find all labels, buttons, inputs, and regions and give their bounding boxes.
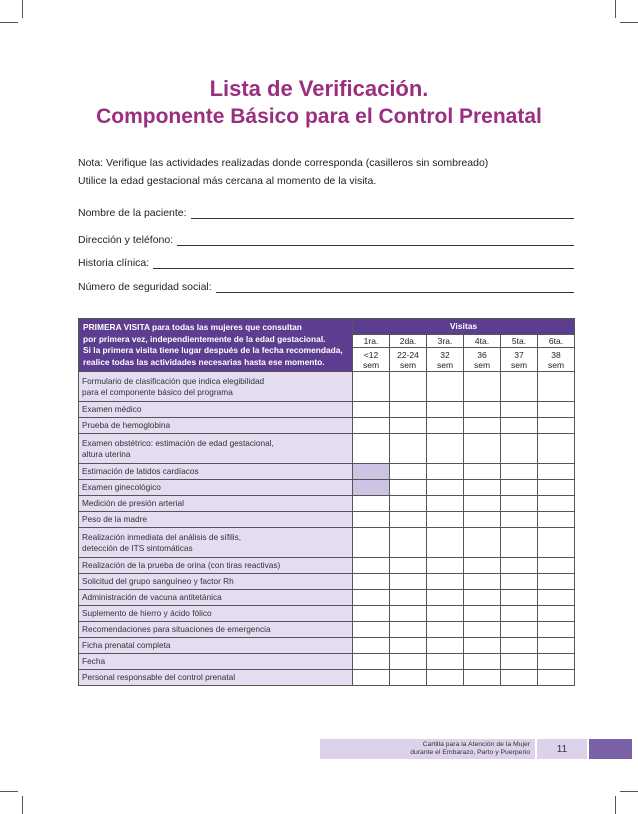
check-cell[interactable] (538, 418, 575, 434)
check-cell[interactable] (353, 512, 390, 528)
table-row (79, 402, 575, 418)
activity-line: Examen obstétrico: estimación de edad gestacional, (82, 437, 274, 448)
activity-label (79, 590, 353, 606)
check-cell[interactable] (464, 402, 501, 418)
activity-line: Examen ginecológico (82, 482, 161, 492)
check-cell[interactable] (464, 464, 501, 480)
check-cell[interactable] (464, 558, 501, 574)
table-row (79, 574, 575, 590)
activity-line: Realización inmediata del análisis de sífilis, (82, 531, 242, 542)
visit-weeks (390, 348, 427, 372)
table-row (79, 496, 575, 512)
visit-weeks-value: <12 (363, 349, 379, 360)
address-phone-field[interactable] (78, 230, 574, 246)
visit-weeks-value: 38 (551, 349, 561, 360)
check-cell[interactable] (538, 622, 575, 638)
check-cell[interactable] (390, 574, 427, 590)
activity-label (79, 654, 353, 670)
footer-publication (320, 741, 530, 757)
visit-weeks-unit: sem (436, 359, 454, 370)
check-cell[interactable] (390, 496, 427, 512)
activity-line: Suplemento de hierro y ácido fólico (82, 608, 212, 618)
crop-mark (22, 0, 23, 18)
check-cell[interactable] (538, 558, 575, 574)
check-cell[interactable] (427, 496, 464, 512)
activity-line: Peso de la madre (82, 514, 148, 524)
check-cell[interactable] (390, 590, 427, 606)
activity-label (79, 558, 353, 574)
activity-label (79, 434, 353, 464)
activity-line: Ficha prenatal completa (82, 640, 171, 650)
check-cell[interactable] (427, 434, 464, 464)
check-cell[interactable] (538, 480, 575, 496)
activity-label (79, 496, 353, 512)
check-cell[interactable] (427, 418, 464, 434)
check-cell[interactable] (538, 496, 575, 512)
check-cell[interactable] (427, 528, 464, 558)
visit-number: 6ta. (538, 334, 575, 348)
note-line: Nota: Verifique las actividades realizadas donde corresponda (casilleros sin sombreado) (78, 157, 489, 169)
crop-mark (615, 0, 616, 18)
check-cell[interactable] (538, 434, 575, 464)
field-line (191, 207, 574, 219)
header-line: realice todas las actividades necesarias hasta ese momento. (83, 356, 325, 367)
table-row (79, 372, 575, 402)
check-cell[interactable] (538, 512, 575, 528)
visit-number: 3ra. (427, 334, 464, 348)
check-cell[interactable] (353, 606, 390, 622)
check-cell[interactable] (538, 372, 575, 402)
check-cell[interactable] (390, 670, 427, 686)
table-row (79, 590, 575, 606)
first-visit-header (79, 319, 353, 372)
check-cell[interactable] (427, 622, 464, 638)
activity-line: Fecha (82, 656, 106, 666)
check-cell[interactable] (464, 670, 501, 686)
check-cell[interactable] (464, 574, 501, 590)
activity-line: Realización de la prueba de orina (con tiras reactivas) (82, 560, 281, 570)
visit-weeks (353, 348, 390, 372)
clinical-history-field[interactable] (78, 253, 574, 269)
check-cell[interactable] (538, 574, 575, 590)
table-row (79, 434, 575, 464)
activity-label (79, 670, 353, 686)
activity-line: detección de ITS sintomáticas (82, 542, 193, 553)
check-cell[interactable] (390, 654, 427, 670)
header-line: Si la primera visita tiene lugar después de la fecha recomendada, (83, 345, 343, 355)
activity-label (79, 418, 353, 434)
check-cell[interactable] (353, 590, 390, 606)
check-cell[interactable] (501, 372, 538, 402)
check-cell[interactable] (390, 512, 427, 528)
check-cell[interactable] (427, 654, 464, 670)
activity-label (79, 480, 353, 496)
visit-weeks-unit: sem (362, 359, 380, 370)
visit-weeks (538, 348, 575, 372)
check-cell[interactable] (538, 638, 575, 654)
visit-weeks-value: 36 (477, 349, 487, 360)
activity-line: Estimación de latidos cardíacos (82, 466, 199, 476)
check-cell[interactable] (501, 496, 538, 512)
activity-line: Personal responsable del control prenatal (82, 672, 236, 682)
check-cell[interactable] (501, 670, 538, 686)
check-cell[interactable] (464, 512, 501, 528)
activity-label (79, 622, 353, 638)
activity-label (79, 574, 353, 590)
activity-line: Examen médico (82, 404, 142, 414)
check-cell[interactable] (464, 372, 501, 402)
check-cell[interactable] (427, 574, 464, 590)
check-cell[interactable] (464, 418, 501, 434)
patient-name-field[interactable] (78, 203, 574, 219)
table-row (79, 622, 575, 638)
table-row (79, 464, 575, 480)
page-title: Lista de Verificación. (209, 76, 429, 101)
check-cell[interactable] (501, 558, 538, 574)
check-cell[interactable] (390, 372, 427, 402)
check-cell[interactable] (501, 606, 538, 622)
activity-line: altura uterina (82, 448, 131, 459)
visit-weeks (427, 348, 464, 372)
check-cell[interactable] (538, 528, 575, 558)
activity-label (79, 512, 353, 528)
visit-weeks-value: 37 (514, 349, 524, 360)
check-cell[interactable] (538, 670, 575, 686)
activity-line: Recomendaciones para situaciones de emergencia (82, 624, 271, 634)
table-row (79, 528, 575, 558)
visit-weeks-unit: sem (473, 359, 491, 370)
check-cell[interactable] (353, 558, 390, 574)
check-cell[interactable] (427, 480, 464, 496)
field-label: Número de seguridad social: (78, 281, 212, 293)
visit-number: 2da. (390, 334, 427, 348)
visit-number: 5ta. (501, 334, 538, 348)
check-cell[interactable] (427, 464, 464, 480)
activity-line: Solicitud del grupo sanguíneo y factor Rh (82, 576, 234, 586)
check-cell[interactable] (427, 558, 464, 574)
check-cell[interactable] (390, 638, 427, 654)
check-cell[interactable] (501, 418, 538, 434)
activity-label (79, 528, 353, 558)
field-line (153, 257, 574, 269)
activity-label (79, 402, 353, 418)
visit-weeks-unit: sem (547, 359, 565, 370)
check-cell[interactable] (353, 638, 390, 654)
check-cell[interactable] (390, 402, 427, 418)
check-cell[interactable] (538, 464, 575, 480)
check-cell[interactable] (464, 654, 501, 670)
check-cell[interactable] (538, 654, 575, 670)
table-row (79, 670, 575, 686)
crop-mark (615, 796, 616, 814)
field-label: Dirección y teléfono: (78, 234, 174, 246)
check-cell[interactable] (427, 512, 464, 528)
checklist-table (78, 318, 575, 686)
check-cell[interactable] (353, 418, 390, 434)
check-cell[interactable] (390, 418, 427, 434)
check-cell[interactable] (501, 480, 538, 496)
check-cell[interactable] (464, 528, 501, 558)
activity-line: para el componente básico del programa (82, 386, 233, 397)
check-cell[interactable] (353, 402, 390, 418)
note-line: Utilice la edad gestacional más cercana al momento de la visita. (78, 175, 377, 187)
check-cell[interactable] (427, 402, 464, 418)
shaded-cell (353, 464, 390, 480)
check-cell[interactable] (390, 480, 427, 496)
crop-mark (620, 22, 638, 23)
table-row (79, 558, 575, 574)
activity-label (79, 638, 353, 654)
check-cell[interactable] (353, 372, 390, 402)
check-cell[interactable] (501, 512, 538, 528)
table-row (79, 654, 575, 670)
check-cell[interactable] (501, 528, 538, 558)
check-cell[interactable] (390, 434, 427, 464)
check-cell[interactable] (390, 606, 427, 622)
check-cell[interactable] (501, 638, 538, 654)
check-cell[interactable] (501, 574, 538, 590)
visit-number: 4ta. (464, 334, 501, 348)
check-cell[interactable] (353, 496, 390, 512)
check-cell[interactable] (538, 402, 575, 418)
check-cell[interactable] (353, 434, 390, 464)
crop-mark (22, 796, 23, 814)
page-number: 11 (537, 739, 587, 759)
check-cell[interactable] (390, 558, 427, 574)
page-subtitle: Componente Básico para el Control Prenatal (96, 105, 542, 128)
table-row (79, 512, 575, 528)
visit-weeks (501, 348, 538, 372)
table-row (79, 418, 575, 434)
check-cell[interactable] (353, 622, 390, 638)
check-cell[interactable] (427, 670, 464, 686)
check-cell[interactable] (501, 622, 538, 638)
check-cell[interactable] (464, 638, 501, 654)
field-line (216, 281, 574, 293)
check-cell[interactable] (353, 654, 390, 670)
activity-line: Prueba de hemoglobina (82, 420, 171, 430)
footer-accent-bar (589, 739, 632, 759)
check-cell[interactable] (390, 622, 427, 638)
social-security-field[interactable] (78, 277, 574, 293)
check-cell[interactable] (464, 590, 501, 606)
check-cell[interactable] (353, 670, 390, 686)
check-cell[interactable] (464, 496, 501, 512)
visit-weeks-value: 22-24 (397, 349, 419, 360)
check-cell[interactable] (427, 638, 464, 654)
table-row (79, 480, 575, 496)
check-cell[interactable] (501, 464, 538, 480)
check-cell[interactable] (464, 622, 501, 638)
header-line: por primera vez, independientemente de la edad gestacional. (83, 333, 326, 344)
crop-mark (0, 22, 18, 23)
field-line (177, 234, 574, 246)
activity-line: Administración de vacuna antitetánica (82, 592, 222, 602)
table-row (79, 606, 575, 622)
crop-mark (620, 791, 638, 792)
check-cell[interactable] (464, 606, 501, 622)
check-cell[interactable] (501, 434, 538, 464)
footer-line: Cartilla para la Atención de la Mujer (422, 741, 530, 748)
check-cell[interactable] (353, 528, 390, 558)
visit-weeks-value: 32 (440, 349, 450, 360)
check-cell[interactable] (501, 402, 538, 418)
activity-line: Medición de presión arterial (82, 498, 184, 508)
check-cell[interactable] (390, 528, 427, 558)
activity-label (79, 606, 353, 622)
check-cell[interactable] (390, 464, 427, 480)
check-cell[interactable] (501, 654, 538, 670)
visit-weeks-unit: sem (510, 359, 528, 370)
check-cell[interactable] (464, 434, 501, 464)
footer-line: durante el Embarazo, Parto y Puerperio (410, 749, 530, 756)
check-cell[interactable] (501, 590, 538, 606)
visit-weeks (464, 348, 501, 372)
activity-label (79, 372, 353, 402)
check-cell[interactable] (427, 372, 464, 402)
table-row (79, 638, 575, 654)
field-label: Nombre de la paciente: (78, 207, 187, 219)
check-cell[interactable] (427, 590, 464, 606)
crop-mark (0, 791, 18, 792)
shaded-cell (353, 480, 390, 496)
check-cell[interactable] (538, 606, 575, 622)
check-cell[interactable] (538, 590, 575, 606)
activity-label (79, 464, 353, 480)
check-cell[interactable] (353, 574, 390, 590)
check-cell[interactable] (427, 606, 464, 622)
check-cell[interactable] (464, 480, 501, 496)
header-line: PRIMERA VISITA para todas las mujeres que consultan (83, 322, 302, 332)
visit-number: 1ra. (353, 334, 390, 348)
visits-header: Visitas (353, 319, 575, 335)
visit-weeks-unit: sem (399, 359, 417, 370)
field-label: Historia clínica: (78, 257, 150, 269)
activity-line: Formulario de clasificación que indica elegibilidad (82, 375, 265, 386)
